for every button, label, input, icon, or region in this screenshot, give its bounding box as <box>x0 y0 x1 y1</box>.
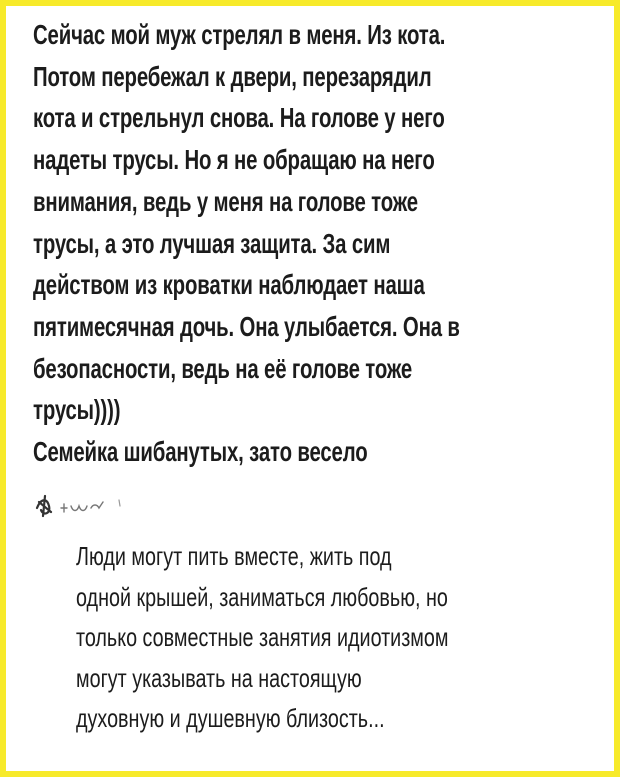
post-text: Сейчас мой муж стрелял в меня. Из кота. Потом перебежал к двери, перезарядил кота и стрельнул снова. На голове у него надеты трусы. Но я не обращаю на него внимания, ведь у меня на голове тоже трусы, а это лучшая защита. За сим действом из кроватки наблюдает наша пятимесячная дочь. Она улыбается. Она в безопасности, ведь на её голове тоже трусы)))) Семейка шибанутых, зато весело <box>33 19 460 468</box>
handwritten-signature <box>33 486 153 522</box>
quote-text: Люди могут пить вместе, жить под одной крышей, заниматься любовью, но только совместные занятия идиотизмом могут указывать на настоящую духовную и душевную близость... <box>76 541 449 733</box>
